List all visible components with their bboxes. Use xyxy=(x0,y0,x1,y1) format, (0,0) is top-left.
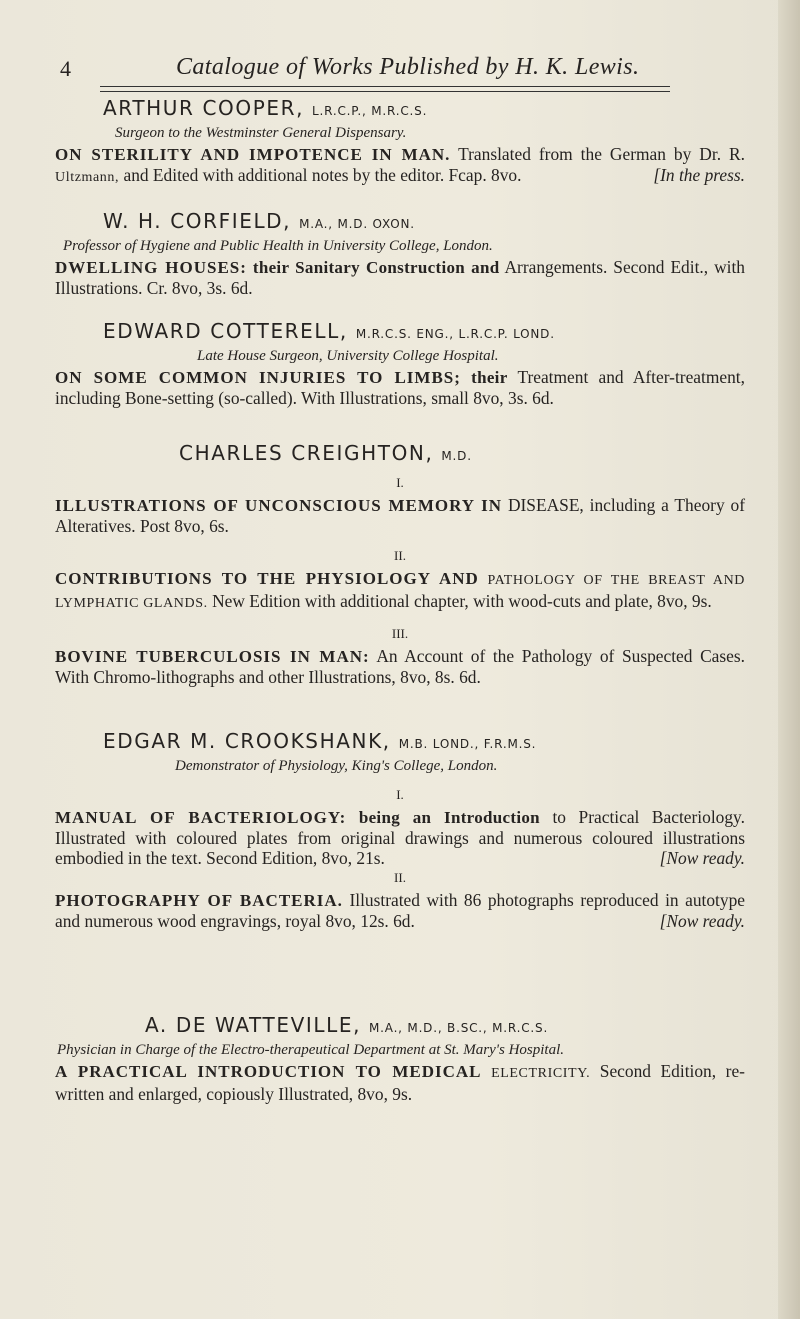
work-listing xyxy=(55,367,745,408)
work-description: Translated from the German by Dr. R. xyxy=(458,144,745,164)
work-title: DWELLING HOUSES: xyxy=(55,258,247,277)
work-title: ON STERILITY AND IMPOTENCE IN MAN. xyxy=(55,145,451,164)
editor-name: Ultzmann, xyxy=(55,170,120,185)
author-name: CHARLES CREIGHTON, xyxy=(179,441,434,465)
author-heading xyxy=(103,208,745,237)
author-affiliation: Surgeon to the Westminster General Dispensary. xyxy=(115,125,407,141)
catalogue-entry-corfield xyxy=(55,208,745,298)
author-heading xyxy=(145,1012,745,1041)
author-name: ARTHUR COOPER, xyxy=(103,96,305,120)
work-title: CONTRIBUTIONS TO THE PHYSIOLOGY AND xyxy=(55,569,479,588)
work-description: Treatment and After-treatment, including Bone-setting (so-called). With Illustrations, small 8vo, 3s. 6d. xyxy=(55,367,745,408)
running-title: Catalogue of Works Published by H. K. Lewis. xyxy=(176,54,640,80)
catalogue-entry-creighton xyxy=(55,440,745,687)
work-subtitle: PATHOLOGY OF THE BREAST AND LYMPHATIC GLANDS. xyxy=(55,573,746,611)
work-description: Illustrated with 86 photographs reproduced in autotype and numerous wood engravings, royal 8vo, 12s. 6d. xyxy=(55,890,745,931)
work-listing xyxy=(55,646,745,687)
author-qualifications: M.A., M.D. OXON. xyxy=(299,217,415,231)
catalogue-entry-cooper xyxy=(55,95,745,188)
page-number: 4 xyxy=(60,56,71,81)
work-numeral: I. xyxy=(396,787,404,802)
work-numeral: II. xyxy=(394,870,406,885)
work-numeral: II. xyxy=(394,548,406,563)
work-title-tail: being an Introduction xyxy=(358,808,540,827)
work-title-tail: their Sanitary Construction and xyxy=(252,258,500,277)
work-listing xyxy=(55,890,745,931)
author-qualifications: M.D. xyxy=(441,449,472,463)
work-status: [Now ready. xyxy=(659,911,745,931)
work-title: A PRACTICAL INTRODUCTION TO MEDICAL xyxy=(55,1062,482,1081)
author-affiliation: Late House Surgeon, University College Hospital. xyxy=(197,348,499,364)
author-name: EDGAR M. CROOKSHANK, xyxy=(103,729,391,753)
author-affiliation: Physician in Charge of the Electro-therapeutical Department at St. Mary's Hospital. xyxy=(57,1042,565,1058)
author-qualifications: L.R.C.P., M.R.C.S. xyxy=(312,104,428,118)
catalogue-entry-crookshank xyxy=(55,728,745,931)
author-heading xyxy=(103,95,745,124)
work-listing xyxy=(55,495,745,536)
page-edge-shadow xyxy=(778,0,800,1319)
work-listing xyxy=(55,257,745,298)
work-description: Arrangements. Second Edit., with Illustrations. Cr. 8vo, 3s. 6d. xyxy=(55,257,745,298)
work-description: to Practical Bacteriology. Illustrated with coloured plates from original drawings and numerous coloured illustrations embodied in the text. Second Edition, 8vo, 21s. xyxy=(55,807,745,868)
page-header xyxy=(60,50,760,84)
work-title: ON SOME COMMON INJURIES TO LIMBS; xyxy=(55,368,461,387)
work-title: ILLUSTRATIONS OF UNCONSCIOUS MEMORY IN xyxy=(55,496,503,515)
work-numeral: I. xyxy=(396,475,404,490)
work-description-cont: and Edited with additional notes by the editor. Fcap. 8vo. xyxy=(123,165,522,185)
author-affiliation: Professor of Hygiene and Public Health in University College, London. xyxy=(63,238,493,254)
author-qualifications: M.A., M.D., B.SC., M.R.C.S. xyxy=(369,1021,549,1035)
work-numeral: III. xyxy=(391,626,409,641)
work-status: [Now ready. xyxy=(659,848,745,868)
work-status: [In the press. xyxy=(653,165,745,185)
work-listing xyxy=(55,568,745,614)
catalogue-entry-cotterell xyxy=(55,318,745,408)
work-title: PHOTOGRAPHY OF BACTERIA. xyxy=(55,891,343,910)
author-heading xyxy=(103,318,745,347)
work-title-tail: their xyxy=(471,368,508,387)
author-name: EDWARD COTTERELL, xyxy=(103,319,348,343)
work-title: BOVINE TUBERCULOSIS IN MAN: xyxy=(55,647,370,666)
work-title: MANUAL OF BACTERIOLOGY: xyxy=(55,808,347,827)
author-qualifications: M.R.C.S. ENG., L.R.C.P. LOND. xyxy=(355,327,555,341)
work-subtitle: ELECTRICITY. xyxy=(491,1066,591,1081)
author-qualifications: M.B. LOND., F.R.M.S. xyxy=(398,737,537,751)
catalogue-entry-de-watteville xyxy=(55,1012,745,1104)
author-heading xyxy=(103,728,745,757)
header-rule xyxy=(100,86,670,92)
work-description: DISEASE, including a Theory of Alteratives. Post 8vo, 6s. xyxy=(55,495,745,536)
author-name: A. DE WATTEVILLE, xyxy=(145,1013,362,1037)
work-description: Second Edition, re-written and enlarged, copiously Illustrated, 8vo, 9s. xyxy=(55,1061,745,1104)
author-name: W. H. CORFIELD, xyxy=(103,209,292,233)
work-listing xyxy=(55,1061,745,1104)
work-description: New Edition with additional chapter, with wood-cuts and plate, 8vo, 9s. xyxy=(212,591,712,611)
work-listing xyxy=(55,807,745,868)
work-description: An Account of the Pathology of Suspected Cases. With Chromo-lithographs and other Illustrations, 8vo, 8s. 6d. xyxy=(55,646,745,687)
work-listing xyxy=(55,144,745,188)
author-heading xyxy=(179,440,745,469)
author-affiliation: Demonstrator of Physiology, King's College, London. xyxy=(175,758,498,774)
